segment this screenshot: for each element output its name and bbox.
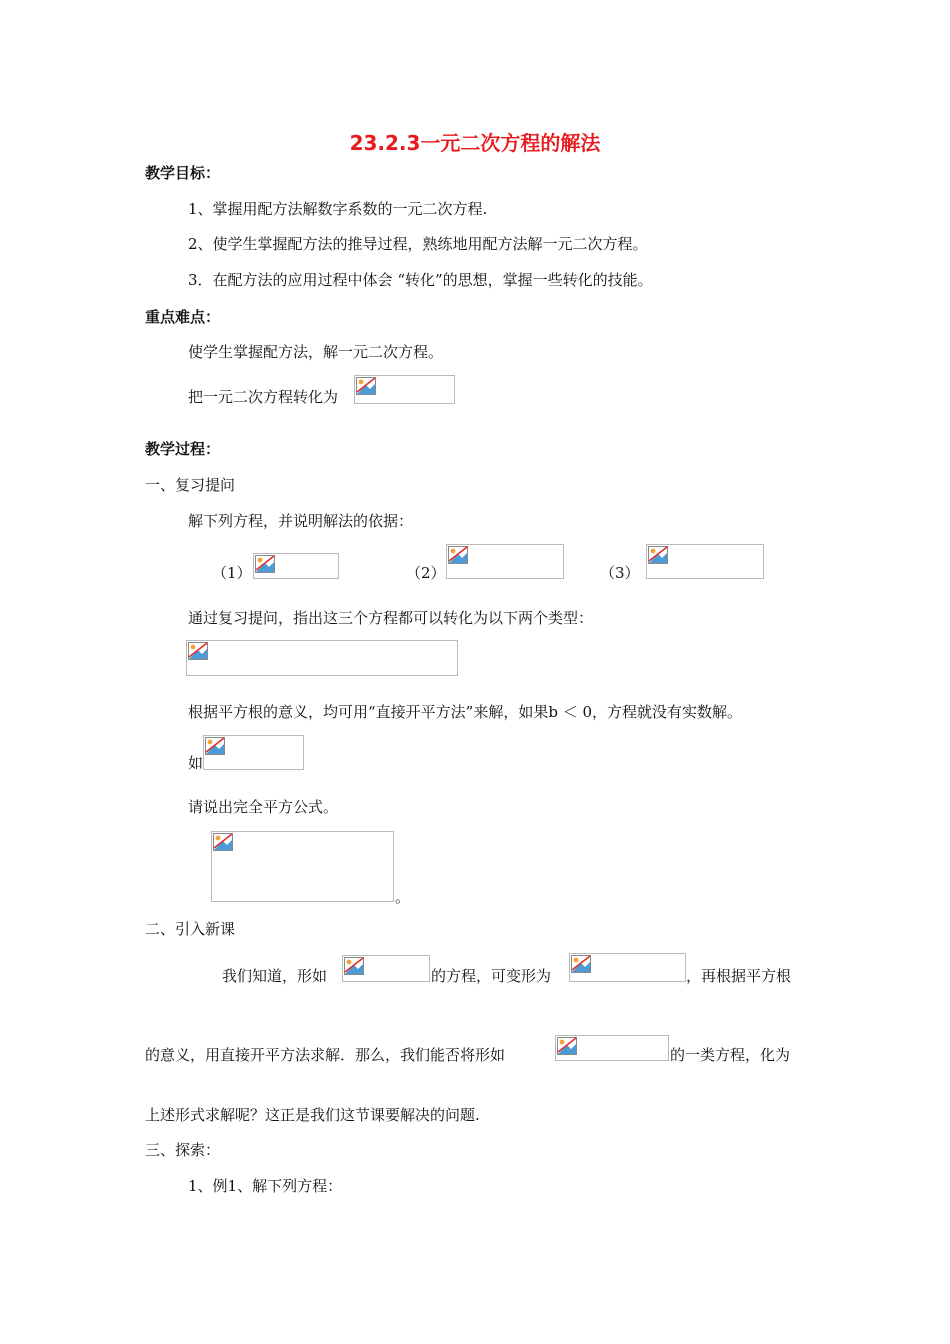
paragraph-text: 的方程，可变形为 (431, 967, 552, 985)
process-heading: 教学过程： (145, 440, 221, 458)
section-heading: 一、复习提问 (145, 476, 236, 494)
paragraph-text: 的一类方程，化为 (670, 1046, 791, 1064)
paragraph-text: 上述形式求解呢？这正是我们这节课要解决的问题. (145, 1106, 480, 1124)
equation-image (203, 735, 304, 770)
key-point-line: 把一元二次方程转化为 (188, 388, 339, 406)
objectives-heading: 教学目标： (145, 164, 221, 182)
broken-image-icon (356, 377, 376, 395)
key-point-line: 使学生掌握配方法，解一元二次方程。 (188, 343, 444, 361)
equation-label: （3） (600, 564, 640, 582)
equation-image (646, 544, 764, 579)
broken-image-icon (448, 546, 468, 564)
broken-image-icon (571, 955, 591, 973)
key-points-heading: 重点难点： (145, 308, 221, 326)
equation-image (555, 1035, 669, 1061)
document-title: 23.2.3一元二次方程的解法 (349, 131, 601, 155)
broken-image-icon (648, 546, 668, 564)
paragraph-text: 的意义，用直接开平方法求解．那么，我们能否将形如 (145, 1046, 506, 1064)
example-prefix: 如 (188, 754, 204, 772)
equation-image (186, 640, 458, 676)
broken-image-icon (255, 555, 275, 573)
formula-image (211, 831, 394, 902)
broken-image-icon (213, 833, 233, 851)
section-heading: 二、引入新课 (145, 920, 236, 938)
section-heading: 三、探索： (145, 1141, 221, 1159)
equation-image (253, 553, 339, 579)
explore-item: 1、例1、解下列方程： (188, 1177, 343, 1195)
paragraph-text: ，再根据平方根 (686, 967, 792, 985)
objective-item: 1、掌握用配方法解数字系数的一元二次方程. (188, 200, 488, 218)
equation-image (569, 953, 686, 982)
formula-prompt: 请说出完全平方公式。 (188, 798, 339, 816)
broken-image-icon (344, 957, 364, 975)
review-prompt: 解下列方程，并说明解法的依据： (188, 512, 414, 530)
paragraph-text: 我们知道，形如 (222, 967, 328, 985)
formula-suffix: 。 (395, 888, 411, 906)
review-summary: 通过复习提问，指出这三个方程都可以转化为以下两个类型： (188, 609, 594, 627)
equation-image (342, 955, 430, 982)
objective-item: 2、使学生掌握配方法的推导过程，熟练地用配方法解一元二次方程。 (188, 235, 648, 253)
objective-item: 3．在配方法的应用过程中体会 “转化”的思想，掌握一些转化的技能。 (188, 271, 653, 289)
broken-image-icon (557, 1037, 577, 1055)
review-note: 根据平方根的意义，均可用“直接开平方法”来解，如果b ＜ 0，方程就没有实数解。 (188, 703, 743, 721)
equation-image (446, 544, 564, 579)
broken-image-icon (188, 642, 208, 660)
broken-image-icon (205, 737, 225, 755)
equation-image (354, 375, 455, 404)
equation-label: （1） (212, 564, 252, 582)
equation-label: （2） (406, 564, 446, 582)
